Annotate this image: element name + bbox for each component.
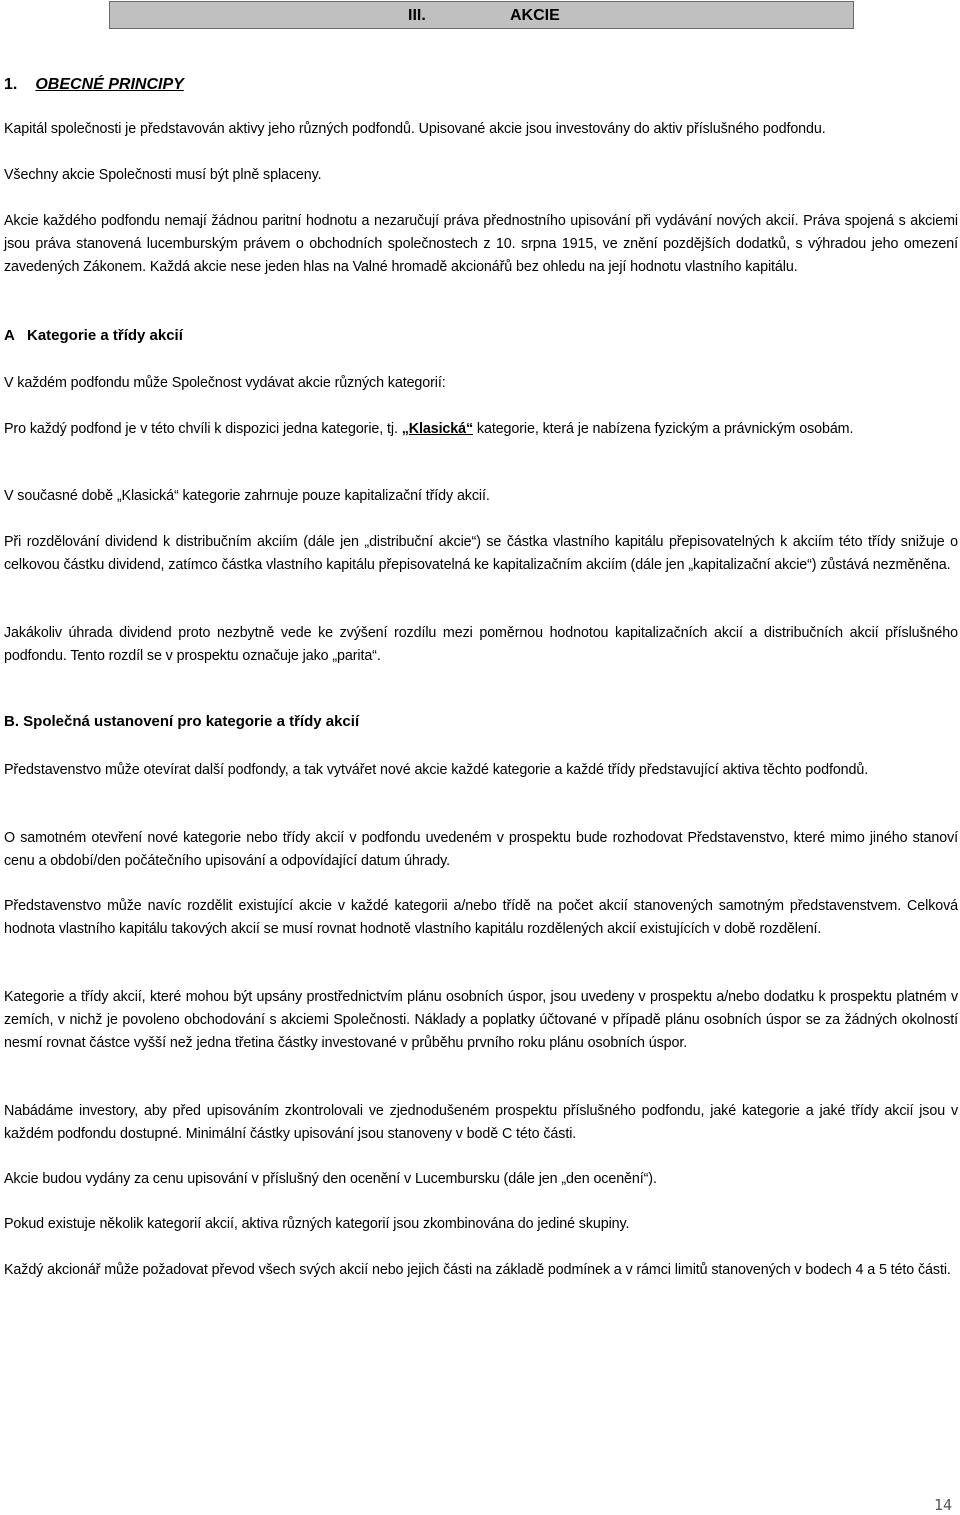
klasicka-emphasis: „Klasická“ xyxy=(401,421,474,437)
paragraph: Kategorie a třídy akcií, které mohou být upsány prostřednictvím plánu osobních úspor, jsou uvedeny v prospektu a/nebo dodatku k prospektu platném v zemích, v nichž je povoleno obchodování s akciemi Společnosti. Náklady a poplatky účtované v případě plánu osobních úspor se za žádných okolností nesmí rovnat částce vyšší než jedna třetina částky investované v průběhu prvního roku plánu osobních úspor. xyxy=(4,989,958,1051)
subsection-title: Kategorie a třídy akcií xyxy=(27,327,183,344)
paragraph: Představenstvo může navíc rozdělit existující akcie v každé kategorii a/nebo třídě na počet akcií stanovených samotným představenstvem. Celková hodnota vlastního kapitálu takových akcií se musí rovnat hodnotě vlastního kapitálu rozdělených akcií existujících v době rozdělení. xyxy=(4,898,958,937)
subsection-heading-b xyxy=(4,713,359,730)
paragraph: V současné době „Klasická“ kategorie zahrnuje pouze kapitalizační třídy akcií. xyxy=(4,488,490,504)
paragraph xyxy=(4,418,958,441)
subsection-title: Společná ustanovení pro kategorie a třídy akcií xyxy=(23,713,360,730)
paragraph: Představenstvo může otevírat další podfondy, a tak vytvářet nové akcie každé kategorie a každé třídy představující aktiva těchto podfondů. xyxy=(4,762,869,778)
section-number: 1. xyxy=(4,76,18,93)
paragraph: Všechny akcie Společnosti musí být plně splaceny. xyxy=(4,167,322,183)
paragraph: Nabádáme investory, aby před upisováním zkontrolovali ve zjednodušeném prospektu příslušného podfondu, jaké kategorie a jaké třídy akcií jsou v každém podfondu dostupné. Minimální částky upisování jsou stanoveny v bodě C této části. xyxy=(4,1103,958,1142)
page-number: 14 xyxy=(933,1496,952,1514)
paragraph: Každý akcionář může požadovat převod všech svých akcií nebo jejich části na základě podmínek a v rámci limitů stanovených v bodech 4 a 5 této části. xyxy=(4,1262,951,1278)
subsection-letter: B. xyxy=(4,713,19,730)
chapter-title: AKCIE xyxy=(510,7,560,24)
paragraph: Akcie budou vydány za cenu upisování v příslušný den ocenění v Lucembursku (dále jen „den ocenění“). xyxy=(4,1171,657,1187)
section-title: OBECNÉ PRINCIPY xyxy=(35,76,184,93)
paragraph: Kapitál společnosti je představován aktivy jeho různých podfondů. Upisované akcie jsou investovány do aktiv příslušného podfondu. xyxy=(4,121,826,137)
text-run: kategorie, která je nabízena fyzickým a právnickým osobám. xyxy=(473,421,854,437)
paragraph: V každém podfondu může Společnost vydávat akcie různých kategorií: xyxy=(4,375,446,391)
paragraph: O samotném otevření nové kategorie nebo třídy akcií v podfondu uvedeném v prospektu bude rozhodovat Představenstvo, které mimo jiného stanoví cenu a období/den počátečního upisování a odpovídající datum úhrady. xyxy=(4,830,958,869)
subsection-letter: A xyxy=(4,327,15,344)
paragraph: Při rozdělování dividend k distribučním akciím (dále jen „distribuční akcie“) se částka vlastního kapitálu přepisovatelných k akciím této třídy snižuje o celkovou částku dividend, zatímco částka vlastního kapitálu přepisovatelná ke kapitalizačním akciím (dále jen „kapitalizační akcie“) zůstává nezměněna. xyxy=(4,534,958,573)
section-heading xyxy=(4,76,184,94)
subsection-heading-a xyxy=(4,327,183,344)
paragraph: Akcie každého podfondu nemají žádnou paritní hodnotu a nezaručují práva přednostního upisování při vydávání nových akcií. Práva spojená s akciemi jsou práva stanovená lucemburským právem o obchodních společnostech z 10. srpna 1915, ve znění pozdějších dodatků, s výhradou jeho omezení zavedených Zákonem. Každá akcie nese jeden hlas na Valné hromadě akcionářů bez ohledu na její hodnotu vlastního kapitálu. xyxy=(4,213,958,275)
chapter-header xyxy=(109,1,854,29)
chapter-number: III. xyxy=(408,7,426,24)
paragraph: Jakákoliv úhrada dividend proto nezbytně vede ke zvýšení rozdílu mezi poměrnou hodnotou kapitalizačních akcií a distribučních akcií příslušného podfondu. Tento rozdíl se v prospektu označuje jako „parita“. xyxy=(4,625,958,664)
paragraph: Pokud existuje několik kategorií akcií, aktiva různých kategorií jsou zkombinována do jediné skupiny. xyxy=(4,1216,630,1232)
text-run: Pro každý podfond je v této chvíli k dispozici jedna kategorie, tj. xyxy=(4,421,402,437)
